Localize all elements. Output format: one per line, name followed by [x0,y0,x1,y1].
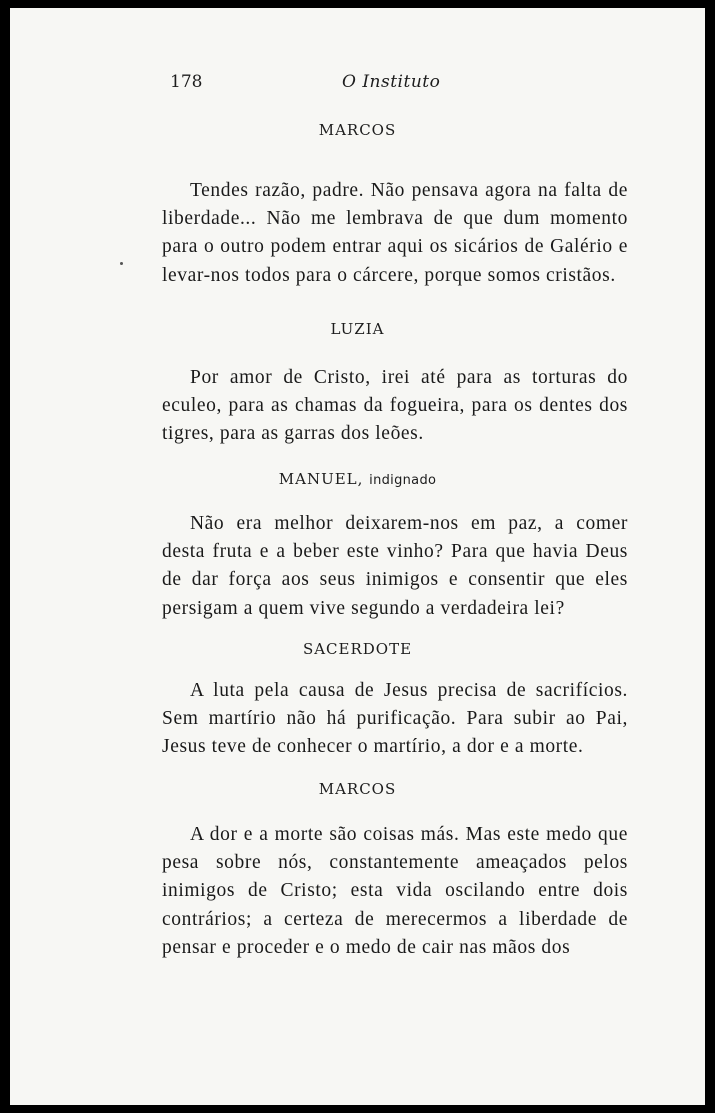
dialogue-paragraph: Tendes razão, padre. Não pensava agora na falta de liberdade... Não me lembrava de que dum momento para o outro podem entrar aqui os sicários de Galério e levar-nos todos para o cárcere, porque somos cristãos. [162,180,628,286]
speaker-heading [10,640,705,658]
dialogue-paragraph: Não era melhor deixarem-nos em paz, a comer desta fruta e a beber este vinho? Para que havia Deus de dar força aos seus inimigos e consentir que eles persigam a quem vive segundo a verdadeira lei? [162,513,628,619]
speaker-name: LUZIA [330,320,385,338]
speaker-name: MANUEL, [278,470,364,488]
speaker-heading [10,320,705,338]
page-header [10,72,705,96]
page-number: 178 [170,72,203,92]
dialogue-paragraph: Por amor de Cristo, irei até para as torturas do eculeo, para as chamas da fogueira, para os dentes dos tigres, para as garras dos leões. [162,367,628,445]
stray-ink-mark [120,262,123,265]
running-title: O Instituto [342,72,441,92]
speaker-name: MARCOS [318,121,397,139]
speaker-heading [10,470,705,488]
dialogue-paragraph: A luta pela causa de Jesus precisa de sacrifícios. Sem martírio não há purificação. Para subir ao Pai, Jesus teve de conhecer o martírio, a dor e a morte. [162,680,628,758]
speaker-name: MARCOS [318,780,397,798]
book-page [10,8,705,1105]
speaker-heading [10,780,705,798]
speaker-heading [10,121,705,139]
dialogue-paragraph: A dor e a morte são coisas más. Mas este medo que pesa sobre nós, constantemente ameaçados pelos inimigos de Cristo; esta vida oscilando entre dois contrários; a certeza de merecermos a liberdade de pensar e proceder e o medo de cair nas mãos dos [162,824,628,958]
stage-direction: indignado [369,473,437,488]
speaker-name: SACERDOTE [302,640,413,658]
